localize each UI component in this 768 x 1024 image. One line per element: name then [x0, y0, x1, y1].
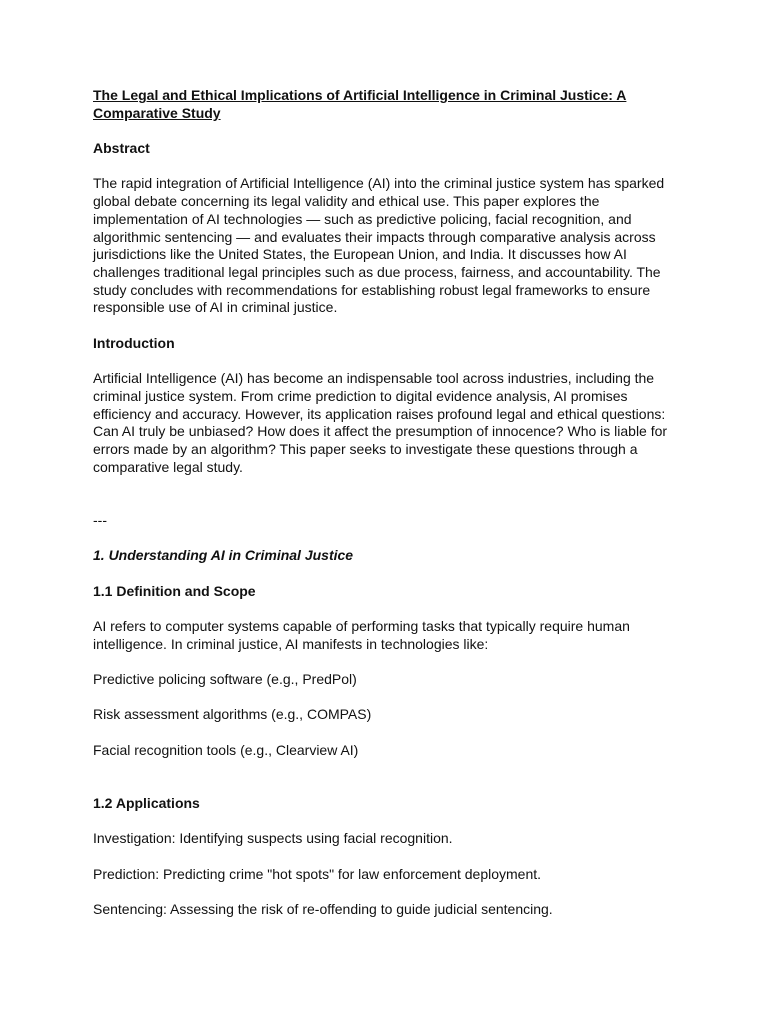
blank-line: [93, 494, 683, 512]
introduction-paragraph: Artificial Intelligence (AI) has become an indispensable tool across industries, including the criminal justice system. From crime prediction to digital evidence analysis, AI promises efficiency and accuracy. However, its application raises profound legal and ethical questions: Can AI truly be unbiased? How does it affect the presumption of innocence? Who is liable for errors made by an algorithm? This paper seeks to investigate these questions through a comparative legal study.: [93, 370, 668, 475]
technology-item: Facial recognition tools (e.g., Clearview AI): [93, 741, 359, 758]
abstract-paragraph: The rapid integration of Artificial Intelligence (AI) into the criminal justice system has sparked global debate concerning its legal validity and ethical use. This paper explores the implementation of AI technologies — such as predictive policing, facial recognition, and algorithmic sentencing — and evaluates their impacts through comparative analysis across jurisdictions like the United States, the European Union, and India. It discusses how AI challenges traditional legal principles such as due process, fairness, and accountability. The study concludes with recommendations for establishing robust legal frameworks to ensure responsible use of AI in criminal justice.: [93, 175, 665, 316]
application-item: Investigation: Identifying suspects using facial recognition.: [93, 830, 453, 847]
application-item: Sentencing: Assessing the risk of re-offending to guide judicial sentencing.: [93, 901, 553, 918]
technology-item: Risk assessment algorithms (e.g., COMPAS): [93, 706, 372, 723]
document-title: The Legal and Ethical Implications of Artificial Intelligence in Criminal Justice: A Comparative Study: [93, 87, 627, 121]
application-item: Prediction: Predicting crime "hot spots" for law enforcement deployment.: [93, 865, 542, 882]
introduction-heading: Introduction: [93, 334, 175, 351]
section-1-heading: 1. Understanding AI in Criminal Justice: [93, 547, 354, 564]
document-page: [93, 87, 683, 936]
section-separator: ---: [93, 511, 107, 528]
blank-line: [93, 777, 683, 795]
section-1-1-heading: 1.1 Definition and Scope: [93, 582, 256, 599]
section-1-2-heading: 1.2 Applications: [93, 794, 200, 811]
technology-item: Predictive policing software (e.g., PredPol): [93, 671, 357, 688]
section-1-1-paragraph: AI refers to computer systems capable of performing tasks that typically require human intelligence. In criminal justice, AI manifests in technologies like:: [93, 617, 630, 652]
abstract-heading: Abstract: [93, 140, 150, 157]
